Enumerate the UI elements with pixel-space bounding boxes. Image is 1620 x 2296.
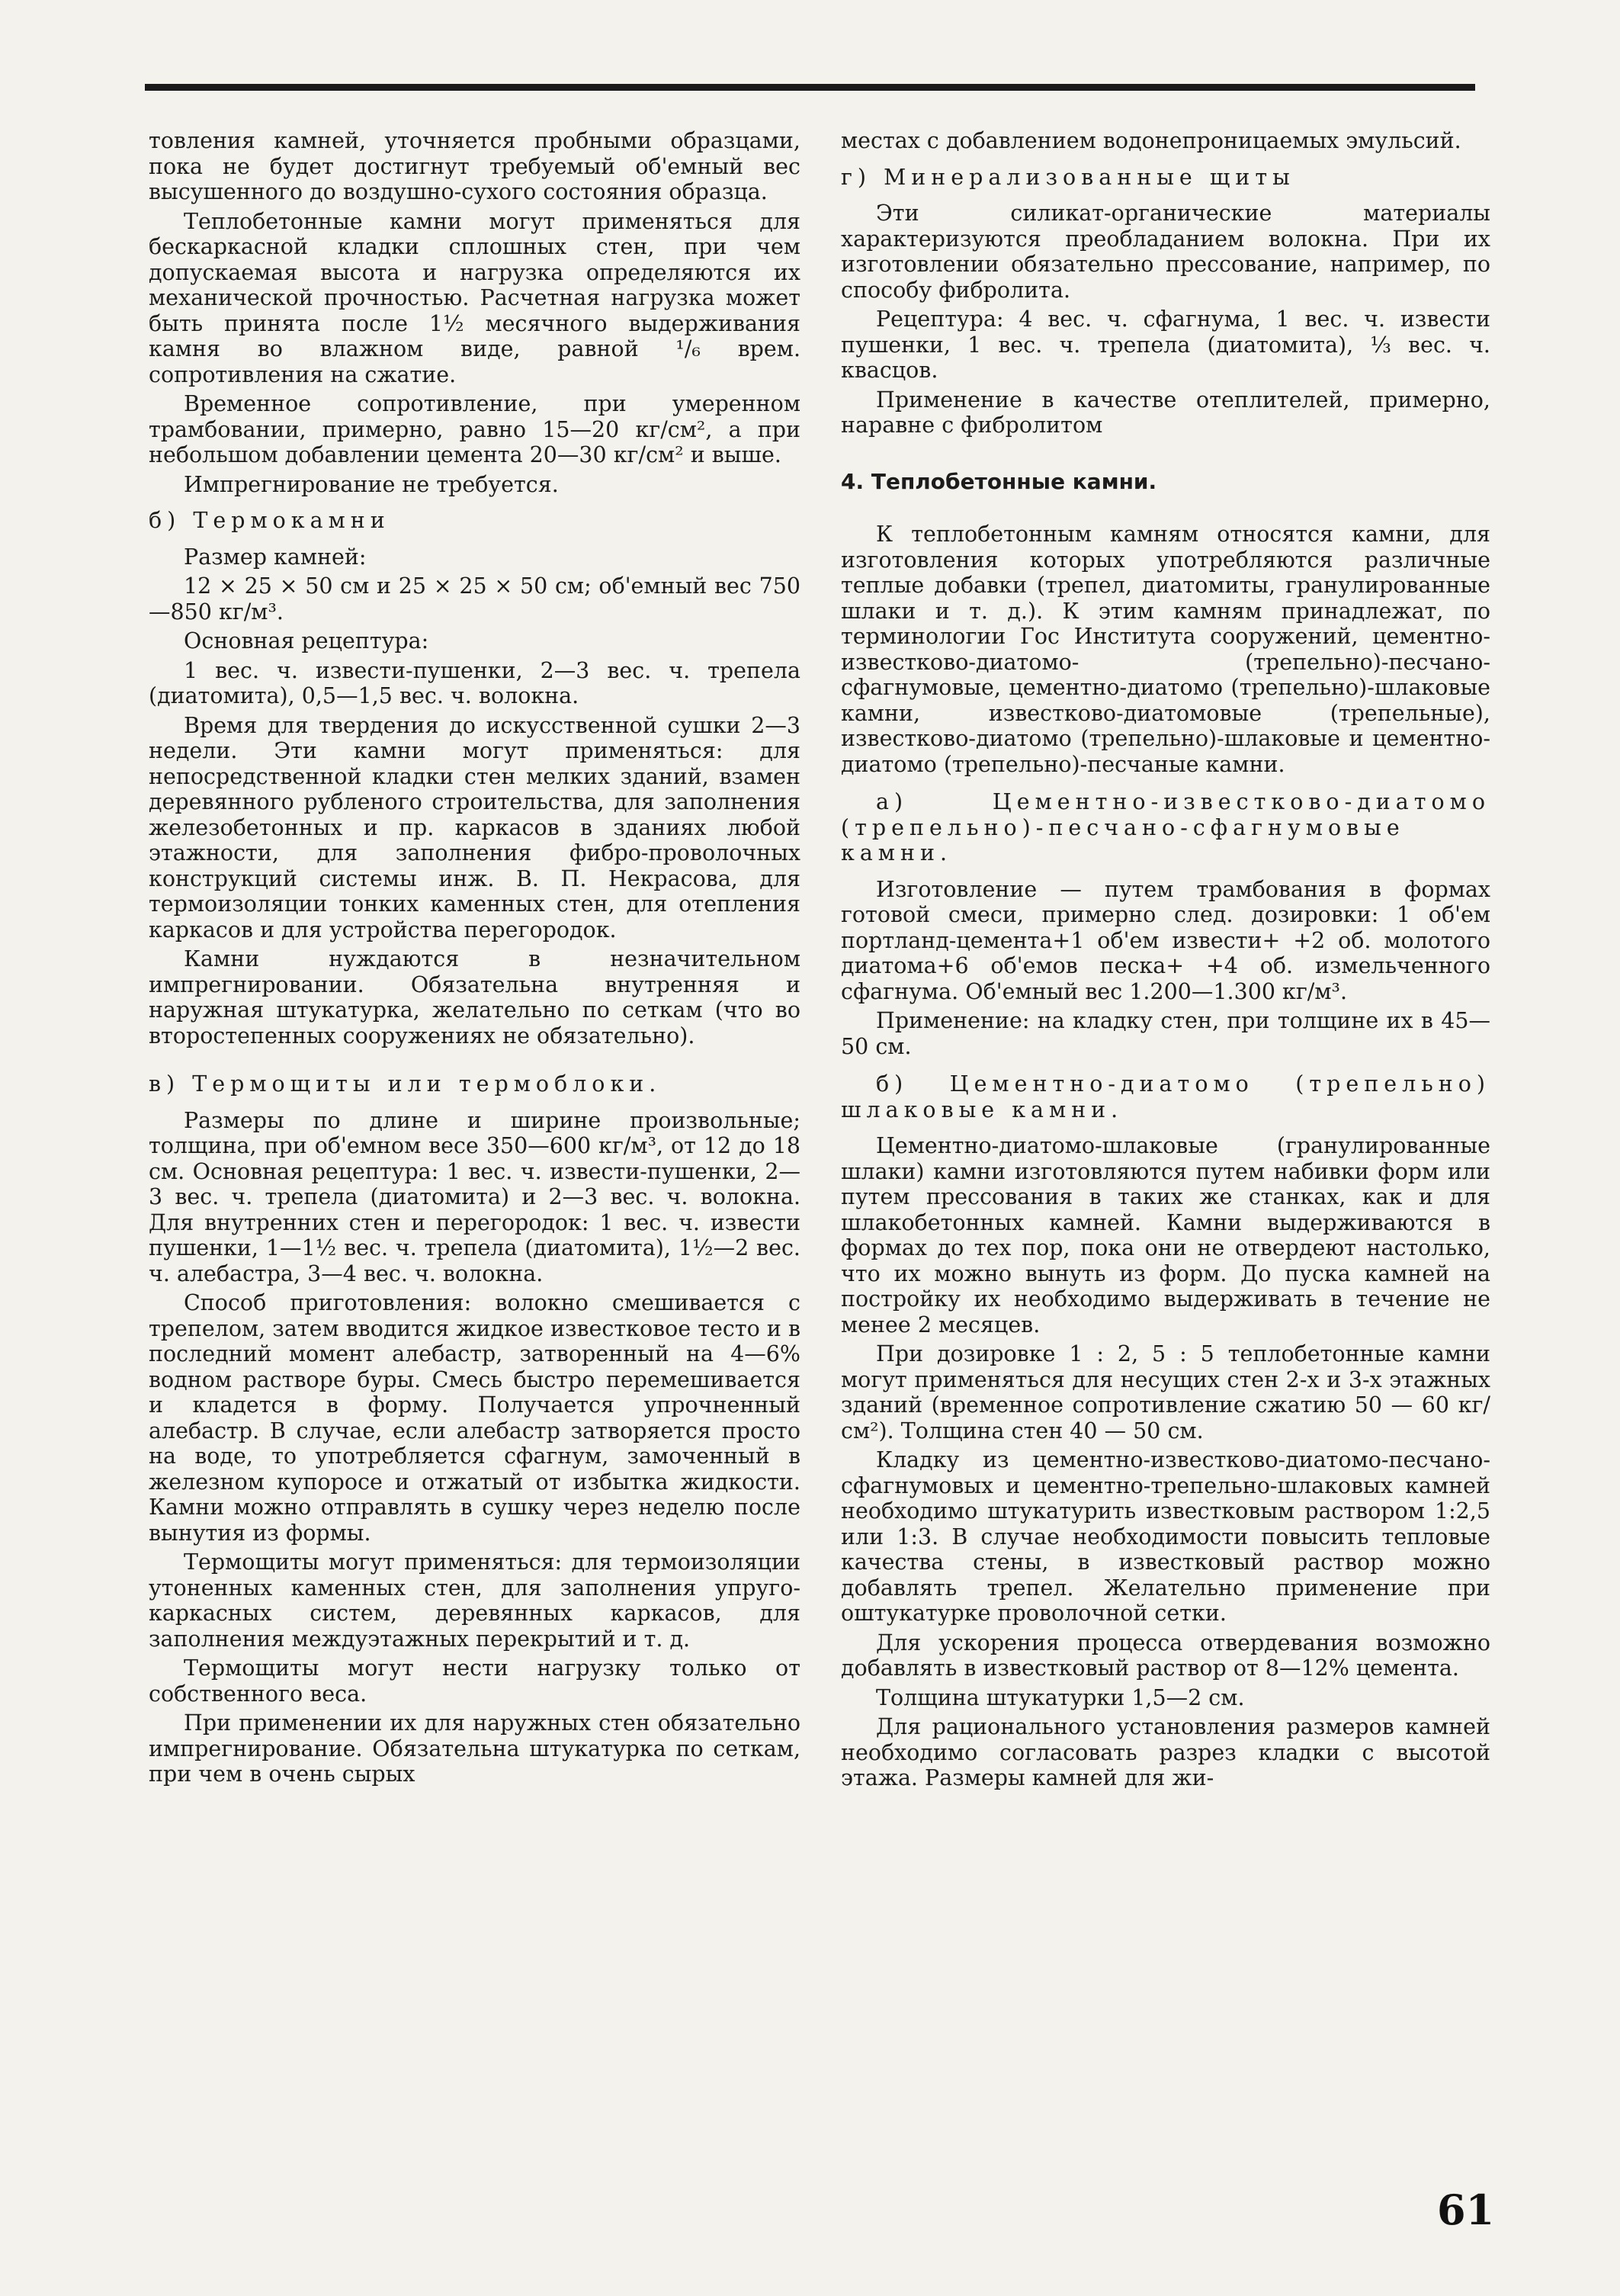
page-number: 61 bbox=[1437, 2185, 1495, 2234]
subheading-cement-slag: б) Цементно-диатомо (трепельно) шлаковые камни. bbox=[841, 1071, 1490, 1122]
paragraph: Кладку из цементно-известково-диатомо-песчано-сфагнумовых и цементно-трепельно-шлаковых камней необходимо штукатурить известковым раствором 1:2,5 или 1:3. В случае необходимости повысить тепловые качества стены, в известковый раствор можно добавлять трепел. Желательно применение при оштукатурке проволочной сетки. bbox=[841, 1447, 1490, 1626]
paragraph: Толщина штукатурки 1,5—2 см. bbox=[876, 1684, 1245, 1710]
paragraph: Размер камней: bbox=[184, 544, 367, 570]
paragraph: Цементно-диатомо-шлаковые (гранулированные шлаки) камни изготовляются путем набивки форм или путем прессования в таких же станках, как и для шлакобетонных камней. Камни выдерживаются в формах до тех пор, пока они не отвердеют настолько, что их можно вынуть из форм. До пуска камней на постройку их необходимо выдерживать в течение не менее 2 месяцев. bbox=[841, 1133, 1490, 1337]
paragraph: Термощиты могут нести нагрузку только от собственного веса. bbox=[149, 1655, 800, 1707]
paragraph: Изготовление — путем трамбования в формах готовой смеси, примерно след. дозировки: 1 об'ем портланд-цемента+1 об'ем извести+ +2 об. молотого диатома+6 об'емов песка+ +4 об. измельченного сфагнума. Об'емный вес 1.200—1.300 кг/м³. bbox=[841, 876, 1490, 1004]
paragraph: К теплобетонным камням относятся камни, для изготовления которых употребляются различные теплые добавки (трепел, диатомиты, гранулированные шлаки и т. д.). К этим камням принадлежат, по терминологии Гос Института сооружений, цементно-известково-диатомо- (трепельно)-песчано-сфагнумовые, цементно-диатомо (трепельно)-шлаковые камни, известково-диатомовые (трепельные), известково-диатомо (трепельно)-шлаковые и цементно-диатомо (трепельно)-песчаные камни. bbox=[841, 522, 1490, 777]
subheading-mineralized-shields: г) Минерализованные щиты bbox=[841, 164, 1295, 190]
paragraph: местах с добавлением водонепроницаемых эмульсий. bbox=[841, 128, 1461, 153]
paragraph: Применение: на кладку стен, при толщине их в 45—50 см. bbox=[841, 1008, 1490, 1059]
subheading-termoshchity: в) Термощиты или термоблоки. bbox=[149, 1071, 662, 1097]
paragraph: Термощиты могут применяться: для термоизоляции утоненных каменных стен, для заполнения упруго-каркасных систем, деревянных каркасов, для заполнения междуэтажных перекрытий и т. д. bbox=[149, 1549, 800, 1652]
paragraph: Размеры по длине и ширине произвольные; толщина, при об'емном весе 350—600 кг/м³, от 12 до 18 см. Основная рецептура: 1 вес. ч. извести-пушенки, 2—3 вес. ч. трепела (диатомита) и 2—3 вес. ч. волокна. Для внутренних стен и перегородок: 1 вес. ч. извести пушенки, 1—1½ вес. ч. трепела (диатомита), 1½—2 вес. ч. алебастра, 3—4 вес. ч. волокна. bbox=[149, 1107, 800, 1286]
header-rule bbox=[145, 84, 1475, 91]
section-heading: 4. Теплобетонные камни. bbox=[841, 468, 1157, 494]
paragraph: Для ускорения процесса отвердевания возможно добавлять в известковый раствор от 8—12% цемента. bbox=[841, 1630, 1490, 1681]
paragraph: При дозировке 1 : 2, 5 : 5 теплобетонные камни могут применяться для несущих стен 2-х и 3-х этажных зданий (временное сопротивление сжатию 50 — 60 кг/см²). Толщина стен 40 — 50 см. bbox=[841, 1341, 1490, 1443]
paragraph: 12 × 25 × 50 см и 25 × 25 × 50 см; об'емный вес 750—850 кг/м³. bbox=[149, 573, 800, 625]
paragraph: Эти силикат-органические материалы характеризуются преобладанием волокна. При их изготовлении обязательно прессование, например, по способу фибролита. bbox=[841, 201, 1490, 303]
paragraph: При применении их для наружных стен обязательно импрегнирование. Обязательна штукатурка по сеткам, при чем в очень сырых bbox=[149, 1710, 800, 1787]
paragraph: товления камней, уточняется пробными образцами, пока не будет достигнут требуемый об'емный вес высушенного до воздушно-сухого состояния образца. bbox=[149, 128, 800, 204]
paragraph: Время для твердения до искусственной сушки 2—3 недели. Эти камни могут применяться: для непосредственной кладки стен мелких зданий, взамен деревянного рубленого строительства, для заполнения железобетонных и пр. каркасов в зданиях любой этажности, для заполнения фибро-проволочных конструкций системы инж. В. П. Некрасова, для термоизоляции тонких каменных стен, для отепления каркасов и для устройства перегородок. bbox=[149, 712, 800, 942]
paragraph: Применение в качестве отеплителей, примерно, наравне с фибролитом bbox=[841, 387, 1490, 438]
paragraph: Теплобетонные камни могут применяться для бескаркасной кладки сплошных стен, при чем допускаемая высота и нагрузка определяются их механической прочностью. Расчетная нагрузка может быть принята после 1½ месячного выдерживания камня во влажном виде, равной ¹/₆ врем. сопротивления на сжатие. bbox=[149, 208, 800, 387]
subheading-termokamni: б) Термокамни bbox=[149, 508, 390, 533]
paragraph: Основная рецептура: bbox=[184, 628, 429, 653]
right-column bbox=[841, 128, 1490, 1795]
paragraph: Для рационального установления размеров камней необходимо согласовать разрез кладки с высотой этажа. Размеры камней для жи- bbox=[841, 1714, 1490, 1790]
subheading-cement-lime: а) Цементно-известково-диатомо (трепельно)-песчано-сфагнумовые камни. bbox=[841, 789, 1490, 865]
paragraph: Импрегнирование не требуется. bbox=[184, 471, 559, 497]
paragraph: Камни нуждаются в незначительном импрегнировании. Обязательна внутренняя и наружная штукатурка, желательно по сеткам (что во второстепенных сооружениях не обязательно). bbox=[149, 946, 800, 1048]
left-column bbox=[149, 128, 800, 1791]
paragraph: Рецептура: 4 вес. ч. сфагнума, 1 вес. ч. извести пушенки, 1 вес. ч. трепела (диатомита), ⅓ вес. ч. квасцов. bbox=[841, 307, 1490, 383]
paragraph: Способ приготовления: волокно смешивается с трепелом, затем вводится жидкое известковое тесто и в последний момент алебастр, затворенный на 4—6% водном растворе буры. Смесь быстро перемешивается и кладется в форму. Получается упрочненный алебастр. В случае, если алебастр затворяется просто на воде, то употребляется сфагнум, замоченный в железном купоросе и отжатый от избытка жидкости. Камни можно отправлять в сушку через неделю после вынутия из формы. bbox=[149, 1290, 800, 1546]
paragraph: Временное сопротивление, при умеренном трамбовании, примерно, равно 15—20 кг/см², а при небольшом добавлении цемента 20—30 кг/см² и выше. bbox=[149, 391, 800, 467]
paragraph: 1 вес. ч. извести-пушенки, 2—3 вес. ч. трепела (диатомита), 0,5—1,5 вес. ч. волокна. bbox=[149, 657, 800, 708]
